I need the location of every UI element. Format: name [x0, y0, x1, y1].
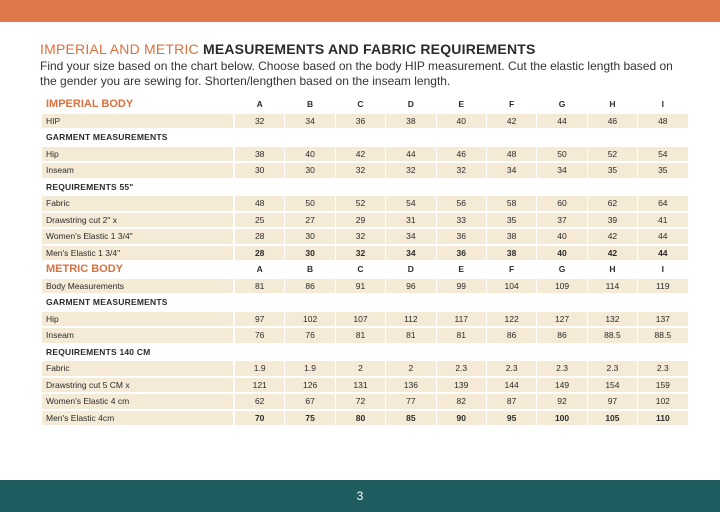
- cell-value: A: [234, 262, 284, 277]
- cell-value: [587, 345, 637, 360]
- row-label: HIP: [42, 114, 234, 129]
- cell-value: 46: [436, 147, 486, 162]
- cell-value: 2.3: [486, 361, 536, 376]
- cell-value: 38: [385, 114, 435, 129]
- cell-value: 30: [284, 246, 334, 261]
- cell-value: [284, 180, 334, 195]
- row-label: Men's Elastic 4cm: [42, 411, 234, 426]
- cell-value: [486, 130, 536, 145]
- cell-value: 136: [385, 378, 435, 393]
- cell-value: 1.9: [234, 361, 284, 376]
- cell-value: [587, 180, 637, 195]
- cell-value: 40: [436, 114, 486, 129]
- cell-value: [436, 345, 486, 360]
- cell-value: 137: [637, 312, 687, 327]
- cell-value: 32: [335, 229, 385, 244]
- cell-value: 86: [486, 328, 536, 343]
- cell-value: 131: [335, 378, 385, 393]
- row-label: Inseam: [42, 163, 234, 178]
- cell-value: 36: [335, 114, 385, 129]
- size-header-row: [42, 262, 688, 277]
- cell-value: 34: [385, 246, 435, 261]
- cell-value: [587, 295, 637, 310]
- cell-value: 1.9: [284, 361, 334, 376]
- cell-value: [486, 180, 536, 195]
- cell-value: [385, 345, 435, 360]
- cell-value: 33: [436, 213, 486, 228]
- cell-value: 102: [284, 312, 334, 327]
- row-label: METRIC BODY: [46, 263, 123, 276]
- table-row: [42, 328, 688, 343]
- cell-value: 88.5: [637, 328, 687, 343]
- cell-value: F: [486, 97, 536, 112]
- cell-value: 91: [335, 279, 385, 294]
- cell-value: 81: [436, 328, 486, 343]
- cell-value: 36: [436, 229, 486, 244]
- cell-value: 72: [335, 394, 385, 409]
- cell-value: [436, 180, 486, 195]
- cell-value: 46: [587, 114, 637, 129]
- cell-value: 34: [536, 163, 586, 178]
- table-row: [42, 229, 688, 244]
- cell-value: I: [637, 262, 687, 277]
- cell-value: [637, 345, 687, 360]
- footer-bar: [0, 480, 720, 512]
- cell-value: 30: [284, 229, 334, 244]
- cell-value: 80: [335, 411, 385, 426]
- cell-value: [385, 295, 435, 310]
- cell-value: 48: [234, 196, 284, 211]
- cell-value: 96: [385, 279, 435, 294]
- cell-value: 97: [234, 312, 284, 327]
- cell-value: D: [385, 97, 435, 112]
- cell-value: 2: [385, 361, 435, 376]
- cell-value: [335, 345, 385, 360]
- cell-value: 127: [536, 312, 586, 327]
- cell-value: 50: [536, 147, 586, 162]
- cell-value: 117: [436, 312, 486, 327]
- table-row: [42, 394, 688, 409]
- page-number: 3: [356, 489, 364, 503]
- cell-value: 30: [284, 163, 334, 178]
- cell-value: F: [486, 262, 536, 277]
- title-rest: MEASUREMENTS AND FABRIC REQUIREMENTS: [202, 41, 536, 57]
- cell-value: G: [536, 97, 586, 112]
- cell-value: 139: [436, 378, 486, 393]
- cell-value: 48: [486, 147, 536, 162]
- row-label: Women's Elastic 4 cm: [42, 394, 234, 409]
- cell-value: 86: [536, 328, 586, 343]
- cell-value: [385, 130, 435, 145]
- cell-value: 77: [385, 394, 435, 409]
- cell-value: [536, 295, 586, 310]
- cell-value: 90: [436, 411, 486, 426]
- intro-text: Find your size based on the chart below. Choose based on the body HIP measurement. Cut the elastic length based on the gender you are sewing for. Shorten/lengthen based on the inseam length.: [40, 59, 673, 88]
- cell-value: 104: [486, 279, 536, 294]
- cell-value: [234, 180, 284, 195]
- row-label: GARMENT MEASUREMENTS: [46, 297, 168, 308]
- cell-value: 54: [385, 196, 435, 211]
- cell-value: 105: [587, 411, 637, 426]
- cell-value: E: [436, 262, 486, 277]
- cell-value: [335, 180, 385, 195]
- cell-value: 34: [284, 114, 334, 129]
- cell-value: C: [335, 97, 385, 112]
- cell-value: 25: [234, 213, 284, 228]
- cell-value: 64: [637, 196, 687, 211]
- cell-value: 2.3: [637, 361, 687, 376]
- cell-value: [486, 295, 536, 310]
- table-row: [42, 411, 688, 426]
- cell-value: 86: [284, 279, 334, 294]
- cell-value: 48: [637, 114, 687, 129]
- cell-value: [234, 295, 284, 310]
- cell-value: 42: [587, 246, 637, 261]
- cell-value: 32: [234, 114, 284, 129]
- cell-value: 60: [536, 196, 586, 211]
- table-row: [42, 196, 688, 211]
- cell-value: 40: [536, 229, 586, 244]
- cell-value: 34: [486, 163, 536, 178]
- cell-value: [284, 345, 334, 360]
- cell-value: 30: [234, 163, 284, 178]
- cell-value: 40: [284, 147, 334, 162]
- row-label: Women's Elastic 1 3/4": [42, 229, 234, 244]
- cell-value: 2.3: [436, 361, 486, 376]
- cell-value: 44: [385, 147, 435, 162]
- cell-value: 121: [234, 378, 284, 393]
- cell-value: 54: [637, 147, 687, 162]
- cell-value: [385, 180, 435, 195]
- cell-value: 119: [637, 279, 687, 294]
- cell-value: 32: [335, 163, 385, 178]
- row-label: REQUIREMENTS 140 CM: [46, 346, 151, 357]
- cell-value: [637, 295, 687, 310]
- cell-value: 81: [234, 279, 284, 294]
- cell-value: 75: [284, 411, 334, 426]
- cell-value: 28: [234, 229, 284, 244]
- cell-value: 154: [587, 378, 637, 393]
- cell-value: 2.3: [587, 361, 637, 376]
- cell-value: 32: [436, 163, 486, 178]
- cell-value: 44: [536, 114, 586, 129]
- table-row: [42, 147, 688, 162]
- cell-value: 56: [436, 196, 486, 211]
- cell-value: 2: [335, 361, 385, 376]
- cell-value: H: [587, 262, 637, 277]
- cell-value: 44: [637, 229, 687, 244]
- cell-value: 88.5: [587, 328, 637, 343]
- section-heading-row: [42, 345, 688, 360]
- cell-value: [486, 345, 536, 360]
- cell-value: 149: [536, 378, 586, 393]
- row-label: Hip: [42, 312, 234, 327]
- cell-value: [536, 130, 586, 145]
- cell-value: 126: [284, 378, 334, 393]
- cell-value: 82: [436, 394, 486, 409]
- cell-value: 42: [587, 229, 637, 244]
- table-row: [42, 279, 688, 294]
- cell-value: 85: [385, 411, 435, 426]
- cell-value: 32: [335, 246, 385, 261]
- row-label: GARMENT MEASUREMENTS: [46, 132, 168, 143]
- cell-value: B: [284, 262, 334, 277]
- cell-value: 29: [335, 213, 385, 228]
- row-label: Drawstring cut 2" x: [42, 213, 234, 228]
- cell-value: E: [436, 97, 486, 112]
- row-label: Drawstring cut 5 CM x: [42, 378, 234, 393]
- cell-value: 81: [385, 328, 435, 343]
- cell-value: [637, 180, 687, 195]
- table-row: [42, 312, 688, 327]
- cell-value: 52: [587, 147, 637, 162]
- cell-value: C: [335, 262, 385, 277]
- cell-value: 159: [637, 378, 687, 393]
- cell-value: 52: [335, 196, 385, 211]
- cell-value: 50: [284, 196, 334, 211]
- cell-value: [536, 180, 586, 195]
- cell-value: [284, 130, 334, 145]
- cell-value: [436, 295, 486, 310]
- cell-value: 34: [385, 229, 435, 244]
- table-row: [42, 213, 688, 228]
- top-banner: [0, 0, 720, 22]
- cell-value: 37: [536, 213, 586, 228]
- row-label: Fabric: [42, 196, 234, 211]
- row-label: REQUIREMENTS 55": [46, 181, 134, 192]
- cell-value: 99: [436, 279, 486, 294]
- cell-value: 112: [385, 312, 435, 327]
- title-accent: IMPERIAL AND METRIC: [40, 41, 199, 57]
- cell-value: 114: [587, 279, 637, 294]
- cell-value: [335, 295, 385, 310]
- cell-value: 110: [637, 411, 687, 426]
- table-row: [42, 114, 688, 129]
- cell-value: [234, 130, 284, 145]
- cell-value: [436, 130, 486, 145]
- page-title: [40, 41, 536, 57]
- cell-value: 62: [587, 196, 637, 211]
- cell-value: D: [385, 262, 435, 277]
- cell-value: A: [234, 97, 284, 112]
- cell-value: 76: [234, 328, 284, 343]
- cell-value: [587, 130, 637, 145]
- row-label: Fabric: [42, 361, 234, 376]
- section-heading-row: [42, 180, 688, 195]
- cell-value: [284, 295, 334, 310]
- row-label: Hip: [42, 147, 234, 162]
- cell-value: 92: [536, 394, 586, 409]
- cell-value: [234, 345, 284, 360]
- cell-value: 97: [587, 394, 637, 409]
- row-label: Men's Elastic 1 3/4": [42, 246, 234, 261]
- cell-value: 100: [536, 411, 586, 426]
- row-label: Body Measurements: [42, 279, 234, 294]
- row-label: Inseam: [42, 328, 234, 343]
- cell-value: 36: [436, 246, 486, 261]
- cell-value: 38: [486, 229, 536, 244]
- cell-value: 32: [385, 163, 435, 178]
- size-chart-table: [42, 95, 688, 427]
- cell-value: 44: [637, 246, 687, 261]
- cell-value: B: [284, 97, 334, 112]
- cell-value: 132: [587, 312, 637, 327]
- cell-value: 67: [284, 394, 334, 409]
- cell-value: 41: [637, 213, 687, 228]
- section-heading-row: [42, 130, 688, 145]
- cell-value: 58: [486, 196, 536, 211]
- cell-value: 28: [234, 246, 284, 261]
- cell-value: 76: [284, 328, 334, 343]
- cell-value: 109: [536, 279, 586, 294]
- cell-value: 35: [486, 213, 536, 228]
- cell-value: 107: [335, 312, 385, 327]
- table-row: [42, 378, 688, 393]
- cell-value: 70: [234, 411, 284, 426]
- size-header-row: [42, 97, 688, 112]
- cell-value: 144: [486, 378, 536, 393]
- table-row: [42, 246, 688, 261]
- cell-value: 62: [234, 394, 284, 409]
- cell-value: [536, 345, 586, 360]
- cell-value: 38: [486, 246, 536, 261]
- cell-value: 42: [335, 147, 385, 162]
- cell-value: 38: [234, 147, 284, 162]
- cell-value: 42: [486, 114, 536, 129]
- cell-value: 122: [486, 312, 536, 327]
- cell-value: 35: [587, 163, 637, 178]
- cell-value: 40: [536, 246, 586, 261]
- section-heading-row: [42, 295, 688, 310]
- table-row: [42, 361, 688, 376]
- cell-value: 27: [284, 213, 334, 228]
- cell-value: H: [587, 97, 637, 112]
- cell-value: 102: [637, 394, 687, 409]
- cell-value: 31: [385, 213, 435, 228]
- cell-value: G: [536, 262, 586, 277]
- cell-value: 35: [637, 163, 687, 178]
- cell-value: 2.3: [536, 361, 586, 376]
- cell-value: 81: [335, 328, 385, 343]
- cell-value: 39: [587, 213, 637, 228]
- cell-value: 95: [486, 411, 536, 426]
- row-label: IMPERIAL BODY: [46, 98, 134, 111]
- cell-value: I: [637, 97, 687, 112]
- cell-value: [335, 130, 385, 145]
- table-row: [42, 163, 688, 178]
- cell-value: 87: [486, 394, 536, 409]
- cell-value: [637, 130, 687, 145]
